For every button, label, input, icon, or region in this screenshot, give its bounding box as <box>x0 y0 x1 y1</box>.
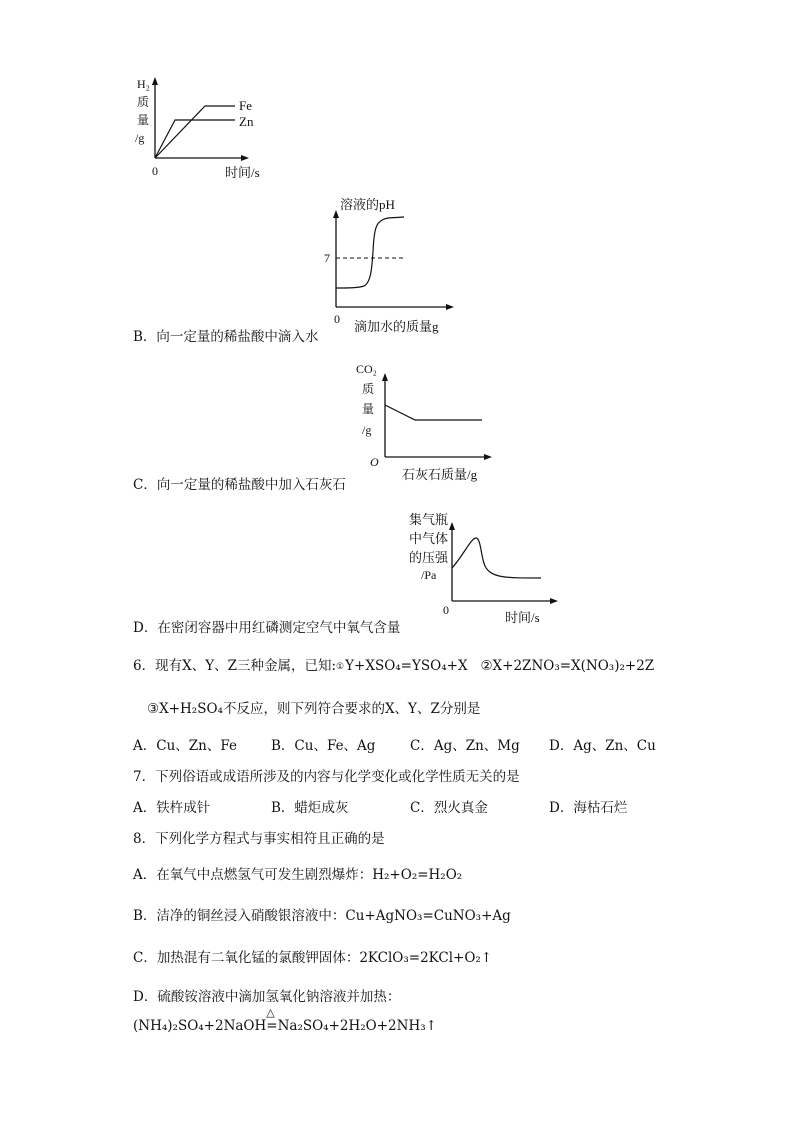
chart-c-ylabel-line3: 量 <box>362 402 375 416</box>
q6-line2-text: X+H₂SO₄不反应，则下列符合要求的X、Y、Z分别是 <box>159 701 481 717</box>
q6-option-c[interactable]: C．Ag、Zn、Mg <box>410 738 520 754</box>
q8-option-b[interactable]: B．洁净的铜丝浸入硝酸银溶液中：Cu+AgNO₃=CuNO₃+Ag <box>133 908 511 924</box>
q7-option-b[interactable]: B．蜡炬成灰 <box>271 800 349 816</box>
chart-d-ylabel-line2: 中气体 <box>409 531 449 546</box>
q8-option-a[interactable]: A．在氧气中点燃氢气可发生剧烈爆炸：H₂+O₂=H₂O₂ <box>133 867 463 883</box>
q6-option-a[interactable]: A．Cu、Zn、Fe <box>133 738 237 754</box>
chart-c-x-arrow <box>484 454 492 460</box>
q8-option-c[interactable]: C．加热混有二氧化锰的氯酸钾固体：2KClO₃=2KCl+O₂↑ <box>133 950 493 966</box>
chart-b-origin: 0 <box>334 312 340 326</box>
q6-line2 <box>147 697 480 717</box>
q8-d-eq-condition: △ <box>266 1006 275 1019</box>
q6-circle-2: ② <box>480 658 493 674</box>
chart-d-ylabel-line1: 集气瓶 <box>409 512 449 527</box>
chart-c-ylabel-line4: /g <box>362 423 372 437</box>
chart-d-origin: 0 <box>443 603 449 617</box>
chart-a-x-arrow <box>241 155 249 161</box>
q7-stem: 7．下列俗语或成语所涉及的内容与化学变化或化学性质无关的是 <box>133 769 520 785</box>
q8-option-d[interactable]: D．硫酸铵溶液中滴加氢氧化钠溶液并加热： <box>133 989 401 1005</box>
chart-a-ylabel-line3: 量 <box>137 113 150 127</box>
q6-circle-3: ③ <box>147 701 160 717</box>
option-c-text: C．向一定量的稀盐酸中加入石灰石 <box>133 477 346 493</box>
option-b-text: B．向一定量的稀盐酸中滴入水 <box>133 329 319 345</box>
chart-a-xlabel: 时间/s <box>225 165 260 180</box>
chart-b-ylabel: 溶液的pH <box>340 197 395 212</box>
chart-a-hydrogen-mass <box>125 72 285 182</box>
q6-stem <box>133 654 654 674</box>
chart-b-ytick-7: 7 <box>324 251 330 265</box>
chart-c-origin: O <box>370 455 379 469</box>
q8-stem: 8．下列化学方程式与事实相符且正确的是 <box>133 831 385 847</box>
chart-a-y-arrow <box>152 77 158 85</box>
chart-a-origin: 0 <box>152 164 158 178</box>
chart-b-ph-curve <box>336 217 404 288</box>
chart-a-label-fe: Fe <box>239 98 252 113</box>
q7-option-c[interactable]: C．烈火真金 <box>410 800 488 816</box>
q8-option-d-equation <box>133 1006 437 1034</box>
q6-eq2: X+2ZNO₃=X(NO₃)₂+2Z <box>492 658 655 674</box>
chart-d-pressure <box>405 508 565 628</box>
q7-option-d[interactable]: D．海枯石烂 <box>549 800 628 816</box>
chart-b-y-arrow <box>333 210 339 218</box>
chart-b-x-arrow <box>446 304 454 310</box>
q6-option-b[interactable]: B．Cu、Fe、Ag <box>271 738 376 754</box>
chart-c-ylabel-line1: CO₂ <box>356 362 377 376</box>
q6-option-d[interactable]: D．Ag、Zn、Cu <box>549 738 656 754</box>
chart-a-label-zn: Zn <box>239 114 254 129</box>
chart-b-xlabel: 滴加水的质量g <box>354 319 439 334</box>
chart-a-ylabel-line4: /g <box>135 131 145 145</box>
chart-b-ph <box>318 192 468 337</box>
chart-d-ylabel-line4: /Pa <box>421 568 437 582</box>
chart-c-co2-mass <box>350 357 500 487</box>
chart-d-pressure-curve <box>452 538 541 578</box>
chart-c-y-arrow <box>382 373 388 381</box>
q8-d-eq-left: (NH₄)₂SO₄+2NaOH <box>133 1018 267 1034</box>
chart-a-zn-line <box>155 120 235 158</box>
q8-d-eq-arrow: △ = <box>266 1006 278 1034</box>
chart-c-xlabel: 石灰石质量/g <box>402 467 478 482</box>
chart-c-co2-line <box>385 405 482 420</box>
chart-a-ylabel-line1: H₂ <box>137 77 150 91</box>
q7-option-a[interactable]: A．铁杵成针 <box>133 800 211 816</box>
chart-d-ylabel-line3: 的压强 <box>409 550 449 565</box>
chart-d-y-arrow <box>449 522 455 530</box>
chart-c-ylabel-line2: 质 <box>362 382 375 396</box>
q6-stem-prefix: 6．现有X、Y、Z三种金属，已知: <box>133 658 337 674</box>
chart-d-xlabel: 时间/s <box>505 610 540 625</box>
q6-circle-1: ① <box>336 662 345 672</box>
q6-eq1: Y+XSO₄=YSO₄+X <box>345 658 468 674</box>
q8-d-eq-right: Na₂SO₄+2H₂O+2NH₃↑ <box>277 1018 437 1034</box>
chart-d-x-arrow <box>550 598 558 604</box>
chart-a-ylabel-line2: 质 <box>137 95 150 109</box>
chart-a-fe-line <box>155 106 235 158</box>
option-d-text: D．在密闭容器中用红磷测定空气中氧气含量 <box>133 620 401 636</box>
